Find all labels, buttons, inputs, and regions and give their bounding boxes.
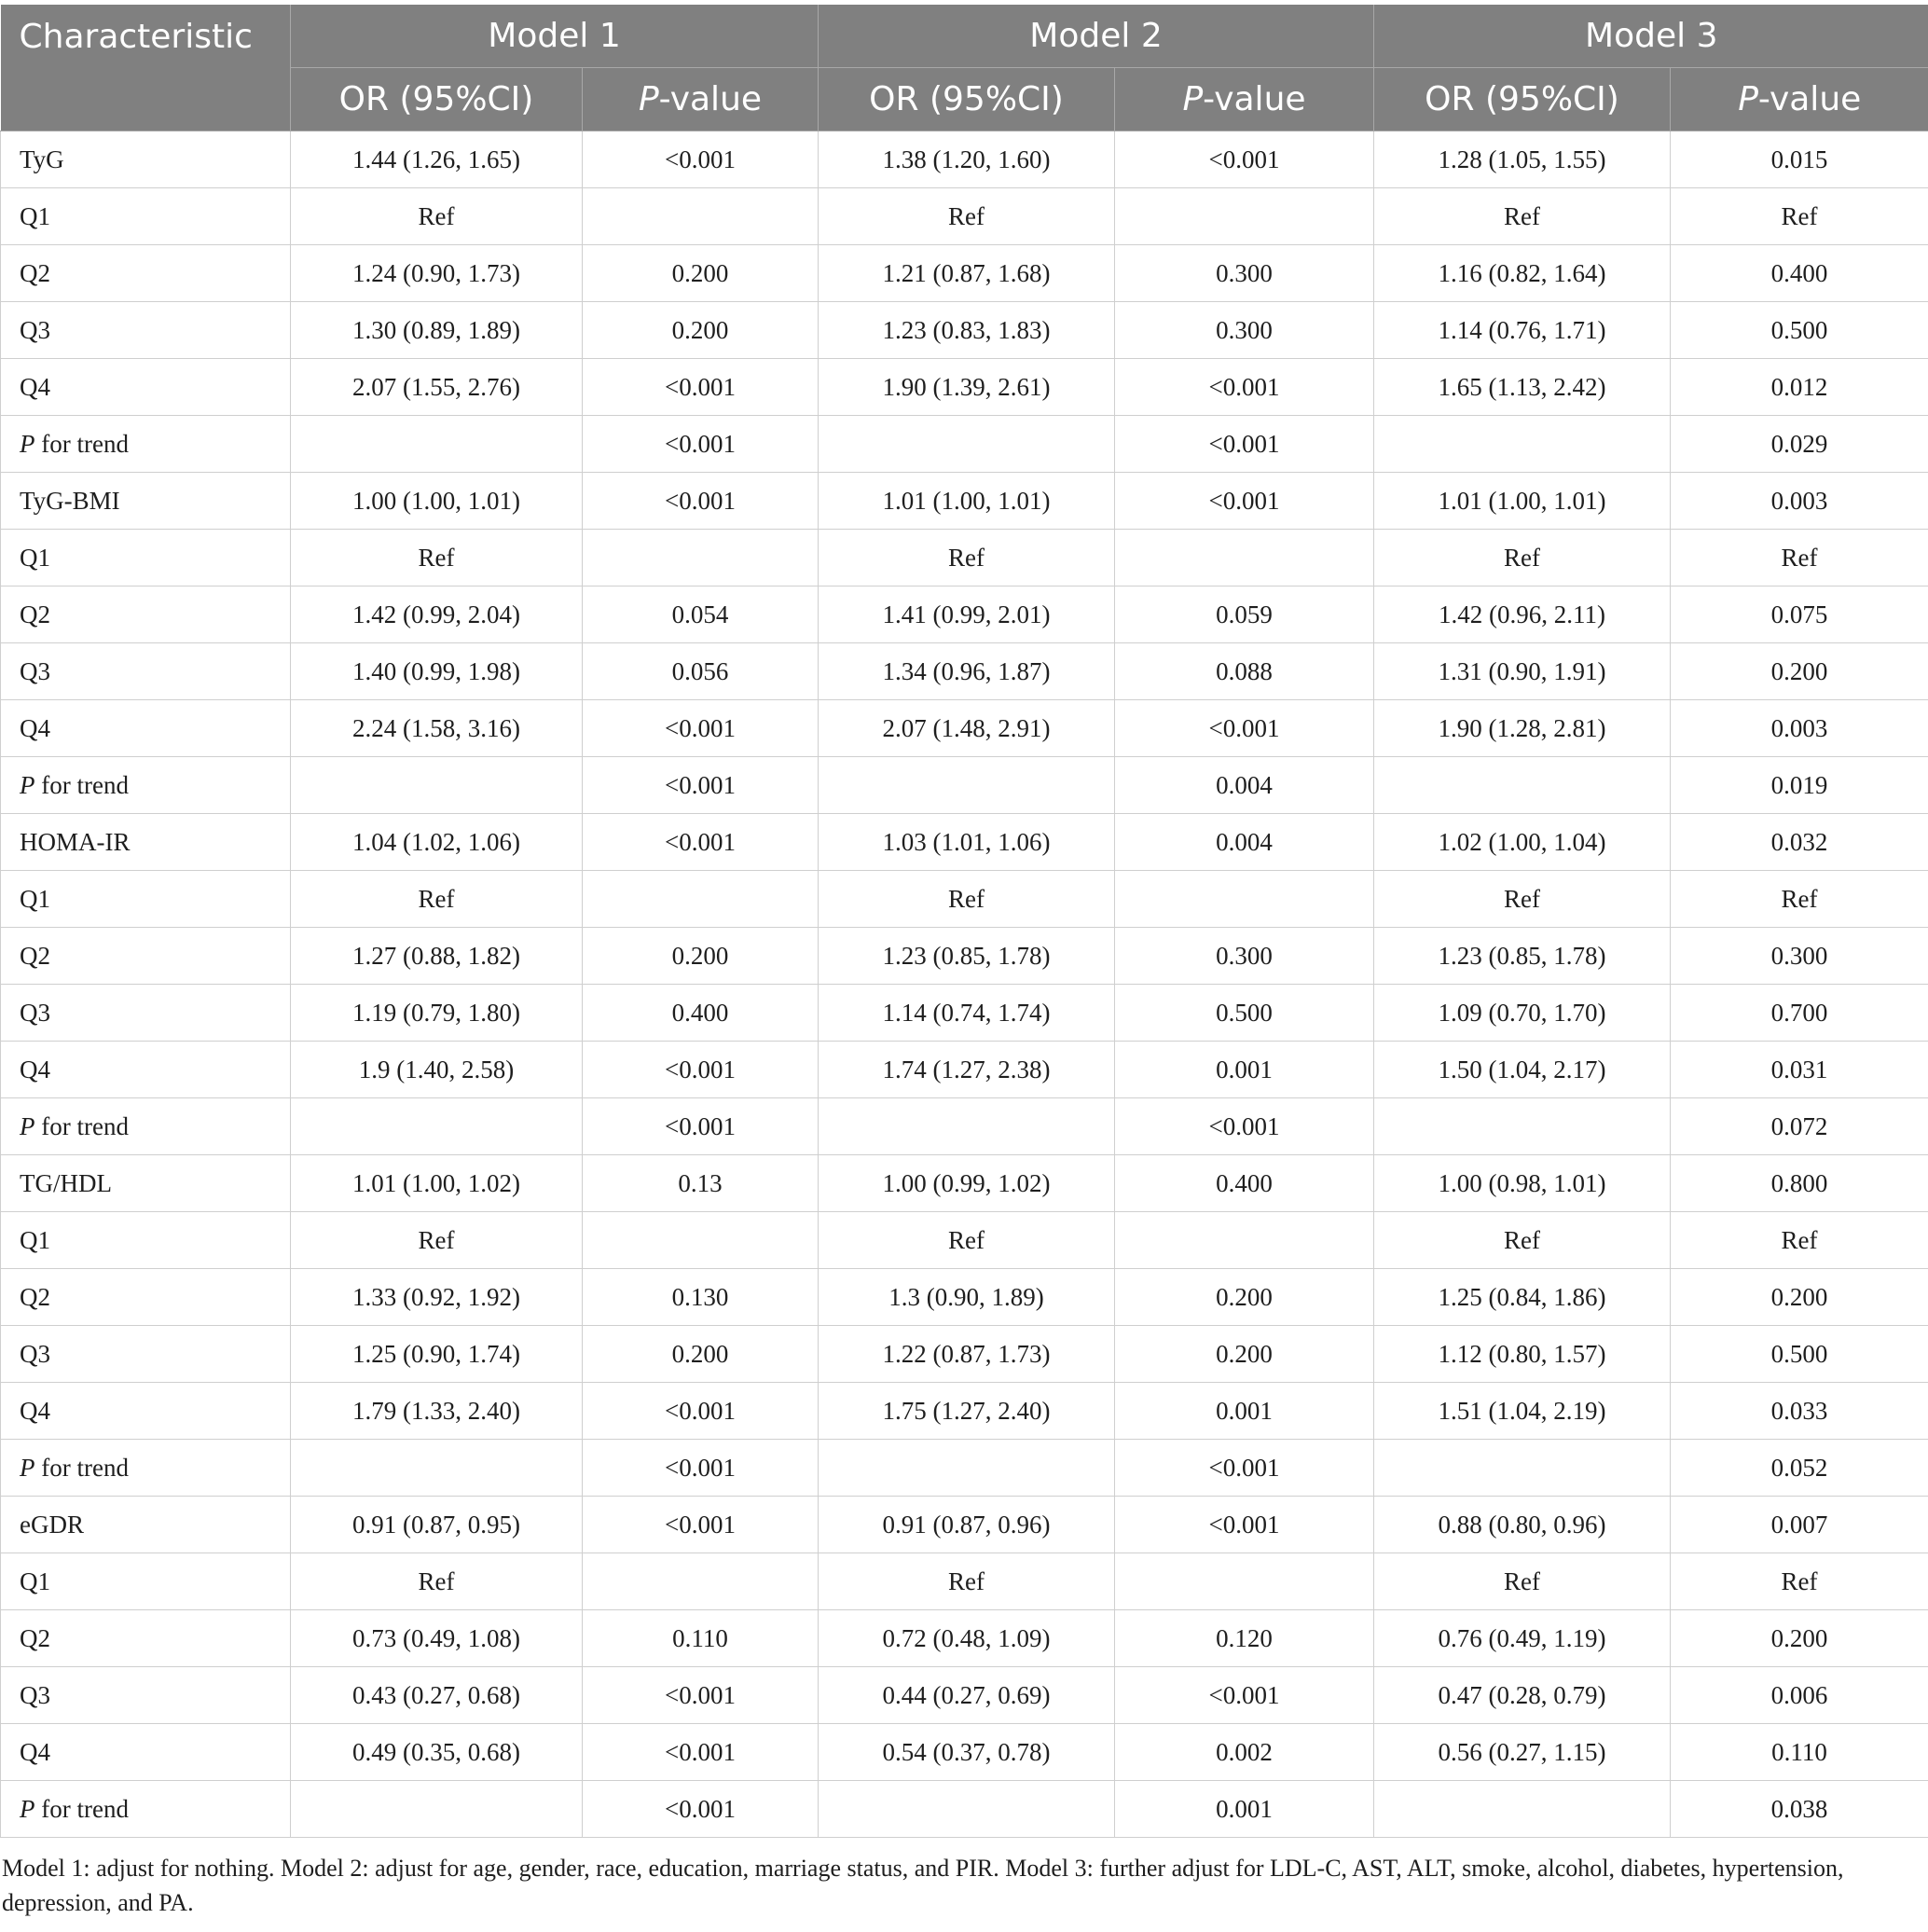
row-label: Q4 xyxy=(1,1042,291,1098)
trend-suffix: for trend xyxy=(34,1111,129,1140)
pvalue-cell: 0.059 xyxy=(1115,586,1374,643)
or-cell: 1.33 (0.92, 1.92) xyxy=(291,1269,583,1326)
or-cell xyxy=(291,757,583,814)
row-label: Q1 xyxy=(1,1212,291,1269)
table-row xyxy=(1,1724,1928,1781)
or-cell: 1.14 (0.76, 1.71) xyxy=(1374,302,1671,359)
pvalue-cell: 0.300 xyxy=(1115,245,1374,302)
table-row xyxy=(1,985,1928,1042)
pvalue-cell: 0.400 xyxy=(1115,1155,1374,1212)
table-row-trend xyxy=(1,416,1928,473)
or-cell: Ref xyxy=(819,1553,1115,1610)
row-label xyxy=(1,1440,291,1497)
header-p-italic: P xyxy=(1738,80,1758,118)
or-cell: 0.88 (0.80, 0.96) xyxy=(1374,1497,1671,1553)
or-cell: 0.91 (0.87, 0.96) xyxy=(819,1497,1115,1553)
or-cell: 2.24 (1.58, 3.16) xyxy=(291,700,583,757)
or-cell: 0.47 (0.28, 0.79) xyxy=(1374,1667,1671,1724)
trend-p-italic: P xyxy=(20,429,35,458)
table-row xyxy=(1,245,1928,302)
pvalue-cell: 0.006 xyxy=(1671,1667,1928,1724)
pvalue-cell: Ref xyxy=(1671,530,1928,586)
header-model-2: Model 2 xyxy=(819,5,1374,68)
pvalue-cell: 0.200 xyxy=(583,928,819,985)
pvalue-cell: <0.001 xyxy=(1115,1098,1374,1155)
or-cell: Ref xyxy=(1374,188,1671,245)
or-cell: Ref xyxy=(819,188,1115,245)
table-row xyxy=(1,188,1928,245)
pvalue-cell: 0.500 xyxy=(1671,302,1928,359)
table-row xyxy=(1,530,1928,586)
trend-suffix: for trend xyxy=(34,770,129,799)
pvalue-cell: 0.002 xyxy=(1115,1724,1374,1781)
row-label: TG/HDL xyxy=(1,1155,291,1212)
or-cell: 1.00 (1.00, 1.01) xyxy=(291,473,583,530)
pvalue-cell: 0.400 xyxy=(1671,245,1928,302)
pvalue-cell: <0.001 xyxy=(1115,473,1374,530)
pvalue-cell: 0.052 xyxy=(1671,1440,1928,1497)
table-row xyxy=(1,1212,1928,1269)
or-cell: 1.42 (0.99, 2.04) xyxy=(291,586,583,643)
or-cell xyxy=(291,1098,583,1155)
pvalue-cell: 0.001 xyxy=(1115,1781,1374,1838)
table-row-trend xyxy=(1,1781,1928,1838)
or-cell: 1.03 (1.01, 1.06) xyxy=(819,814,1115,871)
pvalue-cell: 0.031 xyxy=(1671,1042,1928,1098)
or-cell: 0.76 (0.49, 1.19) xyxy=(1374,1610,1671,1667)
header-model-3: Model 3 xyxy=(1374,5,1928,68)
pvalue-cell xyxy=(583,1212,819,1269)
or-cell: 1.9 (1.40, 2.58) xyxy=(291,1042,583,1098)
pvalue-cell: <0.001 xyxy=(583,1724,819,1781)
or-cell: 1.21 (0.87, 1.68) xyxy=(819,245,1115,302)
pvalue-cell: <0.001 xyxy=(583,359,819,416)
or-cell: 1.42 (0.96, 2.11) xyxy=(1374,586,1671,643)
or-cell: 1.31 (0.90, 1.91) xyxy=(1374,643,1671,700)
pvalue-cell: 0.007 xyxy=(1671,1497,1928,1553)
row-label: Q3 xyxy=(1,302,291,359)
pvalue-cell: <0.001 xyxy=(583,1383,819,1440)
or-cell xyxy=(819,1440,1115,1497)
header-or-model-2: OR (95%CI) xyxy=(819,68,1115,131)
or-cell: 1.34 (0.96, 1.87) xyxy=(819,643,1115,700)
pvalue-cell: Ref xyxy=(1671,188,1928,245)
pvalue-cell: <0.001 xyxy=(583,700,819,757)
header-or-model-1: OR (95%CI) xyxy=(291,68,583,131)
pvalue-cell: 0.004 xyxy=(1115,814,1374,871)
pvalue-cell: <0.001 xyxy=(1115,1440,1374,1497)
pvalue-cell: 0.200 xyxy=(1115,1326,1374,1383)
results-table-container xyxy=(0,5,1928,1838)
pvalue-cell: <0.001 xyxy=(583,1781,819,1838)
or-cell: 1.02 (1.00, 1.04) xyxy=(1374,814,1671,871)
or-cell: 1.74 (1.27, 2.38) xyxy=(819,1042,1115,1098)
row-label: Q2 xyxy=(1,245,291,302)
header-model-1: Model 1 xyxy=(291,5,819,68)
header-p-suffix: -value xyxy=(1203,80,1306,118)
or-cell: 1.41 (0.99, 2.01) xyxy=(819,586,1115,643)
or-cell: Ref xyxy=(819,1212,1115,1269)
row-label: Q1 xyxy=(1,1553,291,1610)
or-cell: Ref xyxy=(819,871,1115,928)
table-body xyxy=(1,131,1928,1838)
table-header xyxy=(1,5,1928,131)
table-row xyxy=(1,1383,1928,1440)
pvalue-cell: 0.200 xyxy=(1115,1269,1374,1326)
or-cell: 1.38 (1.20, 1.60) xyxy=(819,131,1115,188)
pvalue-cell xyxy=(1115,1553,1374,1610)
or-cell xyxy=(1374,1781,1671,1838)
pvalue-cell: 0.110 xyxy=(583,1610,819,1667)
pvalue-cell: 0.088 xyxy=(1115,643,1374,700)
table-row xyxy=(1,814,1928,871)
or-cell: 1.90 (1.28, 2.81) xyxy=(1374,700,1671,757)
or-cell: Ref xyxy=(291,1553,583,1610)
trend-p-italic: P xyxy=(20,770,35,799)
or-cell: 0.73 (0.49, 1.08) xyxy=(291,1610,583,1667)
or-cell: 2.07 (1.48, 2.91) xyxy=(819,700,1115,757)
pvalue-cell xyxy=(1115,188,1374,245)
or-cell: 1.23 (0.85, 1.78) xyxy=(819,928,1115,985)
or-cell xyxy=(819,1098,1115,1155)
trend-p-italic: P xyxy=(20,1794,35,1823)
or-cell: 1.30 (0.89, 1.89) xyxy=(291,302,583,359)
or-cell: 1.00 (0.98, 1.01) xyxy=(1374,1155,1671,1212)
row-label: Q4 xyxy=(1,1724,291,1781)
table-row xyxy=(1,131,1928,188)
pvalue-cell xyxy=(583,188,819,245)
trend-p-italic: P xyxy=(20,1453,35,1482)
or-cell: 2.07 (1.55, 2.76) xyxy=(291,359,583,416)
row-label: Q3 xyxy=(1,1326,291,1383)
table-row xyxy=(1,928,1928,985)
or-cell: 1.44 (1.26, 1.65) xyxy=(291,131,583,188)
pvalue-cell: 0.130 xyxy=(583,1269,819,1326)
pvalue-cell: 0.015 xyxy=(1671,131,1928,188)
or-cell xyxy=(819,1781,1115,1838)
or-cell xyxy=(291,416,583,473)
header-p-italic: P xyxy=(1182,80,1204,118)
trend-p-italic: P xyxy=(20,1111,35,1140)
row-label: Q1 xyxy=(1,871,291,928)
row-label xyxy=(1,1781,291,1838)
pvalue-cell: Ref xyxy=(1671,1212,1928,1269)
pvalue-cell: 0.400 xyxy=(583,985,819,1042)
pvalue-cell: Ref xyxy=(1671,871,1928,928)
or-cell: Ref xyxy=(819,530,1115,586)
or-cell: 1.3 (0.90, 1.89) xyxy=(819,1269,1115,1326)
or-cell: 1.25 (0.84, 1.86) xyxy=(1374,1269,1671,1326)
pvalue-cell: 0.033 xyxy=(1671,1383,1928,1440)
pvalue-cell: 0.038 xyxy=(1671,1781,1928,1838)
or-cell: Ref xyxy=(291,188,583,245)
or-cell: 1.23 (0.85, 1.78) xyxy=(1374,928,1671,985)
row-label: Q4 xyxy=(1,700,291,757)
table-row xyxy=(1,359,1928,416)
header-p-suffix: -value xyxy=(658,80,763,118)
table-row xyxy=(1,1155,1928,1212)
or-cell: 1.12 (0.80, 1.57) xyxy=(1374,1326,1671,1383)
pvalue-cell: 0.200 xyxy=(583,1326,819,1383)
or-cell xyxy=(819,416,1115,473)
pvalue-cell: <0.001 xyxy=(583,757,819,814)
or-cell: 0.72 (0.48, 1.09) xyxy=(819,1610,1115,1667)
table-row xyxy=(1,871,1928,928)
table-row xyxy=(1,302,1928,359)
or-cell xyxy=(1374,1440,1671,1497)
pvalue-cell: Ref xyxy=(1671,1553,1928,1610)
row-label: Q2 xyxy=(1,1269,291,1326)
or-cell: 0.91 (0.87, 0.95) xyxy=(291,1497,583,1553)
table-footnote: Model 1: adjust for nothing. Model 2: adjust for age, gender, race, education, marriage status, and PIR. Model 3: further adjust for LDL-C, AST, ALT, smoke, alcohol, diabetes, hypertension, depression, and PA. xyxy=(2,1855,1844,1916)
table-row-trend xyxy=(1,1098,1928,1155)
pvalue-cell: 0.300 xyxy=(1671,928,1928,985)
pvalue-cell: 0.054 xyxy=(583,586,819,643)
table-row xyxy=(1,1667,1928,1724)
or-cell: 0.54 (0.37, 0.78) xyxy=(819,1724,1115,1781)
regression-results-table xyxy=(0,5,1928,1838)
pvalue-cell: 0.003 xyxy=(1671,473,1928,530)
or-cell: 1.23 (0.83, 1.83) xyxy=(819,302,1115,359)
or-cell: 1.19 (0.79, 1.80) xyxy=(291,985,583,1042)
or-cell xyxy=(819,757,1115,814)
pvalue-cell: 0.13 xyxy=(583,1155,819,1212)
pvalue-cell: 0.019 xyxy=(1671,757,1928,814)
pvalue-cell: 0.300 xyxy=(1115,928,1374,985)
or-cell xyxy=(291,1440,583,1497)
pvalue-cell: <0.001 xyxy=(583,1667,819,1724)
table-row xyxy=(1,1553,1928,1610)
pvalue-cell: 0.056 xyxy=(583,643,819,700)
table-row xyxy=(1,1610,1928,1667)
row-label: Q1 xyxy=(1,530,291,586)
row-label: Q3 xyxy=(1,985,291,1042)
or-cell: 1.01 (1.00, 1.02) xyxy=(291,1155,583,1212)
or-cell: 1.79 (1.33, 2.40) xyxy=(291,1383,583,1440)
or-cell: Ref xyxy=(291,1212,583,1269)
or-cell: 1.01 (1.00, 1.01) xyxy=(1374,473,1671,530)
pvalue-cell xyxy=(583,871,819,928)
pvalue-cell: <0.001 xyxy=(583,1098,819,1155)
or-cell: 1.28 (1.05, 1.55) xyxy=(1374,131,1671,188)
pvalue-cell: 0.075 xyxy=(1671,586,1928,643)
or-cell: 1.24 (0.90, 1.73) xyxy=(291,245,583,302)
or-cell: Ref xyxy=(1374,1212,1671,1269)
pvalue-cell: 0.200 xyxy=(583,302,819,359)
header-characteristic: Characteristic xyxy=(1,5,291,131)
or-cell: 1.01 (1.00, 1.01) xyxy=(819,473,1115,530)
pvalue-cell xyxy=(1115,1212,1374,1269)
pvalue-cell: 0.500 xyxy=(1115,985,1374,1042)
row-label: Q3 xyxy=(1,643,291,700)
pvalue-cell: 0.200 xyxy=(1671,1610,1928,1667)
or-cell: 1.27 (0.88, 1.82) xyxy=(291,928,583,985)
or-cell: Ref xyxy=(1374,871,1671,928)
pvalue-cell: <0.001 xyxy=(583,1497,819,1553)
pvalue-cell: 0.032 xyxy=(1671,814,1928,871)
or-cell: 1.09 (0.70, 1.70) xyxy=(1374,985,1671,1042)
row-label: Q4 xyxy=(1,359,291,416)
row-label: TyG xyxy=(1,131,291,188)
row-label: Q2 xyxy=(1,928,291,985)
or-cell: Ref xyxy=(1374,530,1671,586)
pvalue-cell: 0.003 xyxy=(1671,700,1928,757)
or-cell: Ref xyxy=(291,530,583,586)
pvalue-cell xyxy=(583,530,819,586)
row-label: Q2 xyxy=(1,586,291,643)
header-p-italic: P xyxy=(638,80,659,118)
table-row-trend xyxy=(1,757,1928,814)
or-cell xyxy=(1374,416,1671,473)
or-cell: 0.43 (0.27, 0.68) xyxy=(291,1667,583,1724)
or-cell: Ref xyxy=(1374,1553,1671,1610)
or-cell: 1.22 (0.87, 1.73) xyxy=(819,1326,1115,1383)
row-label: Q3 xyxy=(1,1667,291,1724)
pvalue-cell: 0.072 xyxy=(1671,1098,1928,1155)
table-row xyxy=(1,1497,1928,1553)
table-row xyxy=(1,1326,1928,1383)
header-pvalue-model-1 xyxy=(583,68,819,131)
row-label xyxy=(1,1098,291,1155)
or-cell: 1.65 (1.13, 2.42) xyxy=(1374,359,1671,416)
row-label xyxy=(1,416,291,473)
row-label xyxy=(1,757,291,814)
row-label: Q1 xyxy=(1,188,291,245)
pvalue-cell: 0.500 xyxy=(1671,1326,1928,1383)
or-cell: 1.51 (1.04, 2.19) xyxy=(1374,1383,1671,1440)
pvalue-cell: <0.001 xyxy=(583,1440,819,1497)
or-cell: 1.25 (0.90, 1.74) xyxy=(291,1326,583,1383)
pvalue-cell: 0.200 xyxy=(1671,1269,1928,1326)
row-label: Q4 xyxy=(1,1383,291,1440)
pvalue-cell: <0.001 xyxy=(583,416,819,473)
pvalue-cell: 0.200 xyxy=(583,245,819,302)
trend-suffix: for trend xyxy=(34,429,129,458)
pvalue-cell: 0.200 xyxy=(1671,643,1928,700)
pvalue-cell: <0.001 xyxy=(583,131,819,188)
pvalue-cell: 0.700 xyxy=(1671,985,1928,1042)
table-row xyxy=(1,700,1928,757)
row-label: eGDR xyxy=(1,1497,291,1553)
pvalue-cell: <0.001 xyxy=(1115,416,1374,473)
pvalue-cell: 0.029 xyxy=(1671,416,1928,473)
table-row xyxy=(1,586,1928,643)
or-cell: 0.49 (0.35, 0.68) xyxy=(291,1724,583,1781)
row-label: HOMA-IR xyxy=(1,814,291,871)
pvalue-cell: <0.001 xyxy=(1115,1667,1374,1724)
pvalue-cell: 0.120 xyxy=(1115,1610,1374,1667)
pvalue-cell: <0.001 xyxy=(583,1042,819,1098)
or-cell: 0.56 (0.27, 1.15) xyxy=(1374,1724,1671,1781)
or-cell: 1.04 (1.02, 1.06) xyxy=(291,814,583,871)
table-row xyxy=(1,473,1928,530)
pvalue-cell: <0.001 xyxy=(1115,359,1374,416)
or-cell xyxy=(1374,1098,1671,1155)
pvalue-cell xyxy=(1115,871,1374,928)
table-row xyxy=(1,1042,1928,1098)
or-cell: 1.00 (0.99, 1.02) xyxy=(819,1155,1115,1212)
or-cell: Ref xyxy=(291,871,583,928)
pvalue-cell: 0.001 xyxy=(1115,1042,1374,1098)
or-cell: 1.75 (1.27, 2.40) xyxy=(819,1383,1115,1440)
pvalue-cell: <0.001 xyxy=(583,473,819,530)
pvalue-cell: 0.012 xyxy=(1671,359,1928,416)
table-row xyxy=(1,643,1928,700)
or-cell: 1.40 (0.99, 1.98) xyxy=(291,643,583,700)
header-pvalue-model-3 xyxy=(1671,68,1928,131)
pvalue-cell xyxy=(583,1553,819,1610)
or-cell xyxy=(291,1781,583,1838)
or-cell: 0.44 (0.27, 0.69) xyxy=(819,1667,1115,1724)
pvalue-cell: <0.001 xyxy=(1115,131,1374,188)
pvalue-cell: <0.001 xyxy=(1115,700,1374,757)
pvalue-cell: 0.110 xyxy=(1671,1724,1928,1781)
pvalue-cell: <0.001 xyxy=(1115,1497,1374,1553)
pvalue-cell: 0.004 xyxy=(1115,757,1374,814)
row-label: TyG-BMI xyxy=(1,473,291,530)
pvalue-cell: <0.001 xyxy=(583,814,819,871)
trend-suffix: for trend xyxy=(34,1453,129,1482)
or-cell: 1.50 (1.04, 2.17) xyxy=(1374,1042,1671,1098)
table-row xyxy=(1,1269,1928,1326)
header-pvalue-model-2 xyxy=(1115,68,1374,131)
pvalue-cell: 0.800 xyxy=(1671,1155,1928,1212)
pvalue-cell xyxy=(1115,530,1374,586)
trend-suffix: for trend xyxy=(34,1794,129,1823)
or-cell: 1.90 (1.39, 2.61) xyxy=(819,359,1115,416)
header-p-suffix: -value xyxy=(1757,80,1862,118)
header-or-model-3: OR (95%CI) xyxy=(1374,68,1671,131)
or-cell: 1.14 (0.74, 1.74) xyxy=(819,985,1115,1042)
pvalue-cell: 0.300 xyxy=(1115,302,1374,359)
or-cell xyxy=(1374,757,1671,814)
table-row-trend xyxy=(1,1440,1928,1497)
pvalue-cell: 0.001 xyxy=(1115,1383,1374,1440)
row-label: Q2 xyxy=(1,1610,291,1667)
or-cell: 1.16 (0.82, 1.64) xyxy=(1374,245,1671,302)
